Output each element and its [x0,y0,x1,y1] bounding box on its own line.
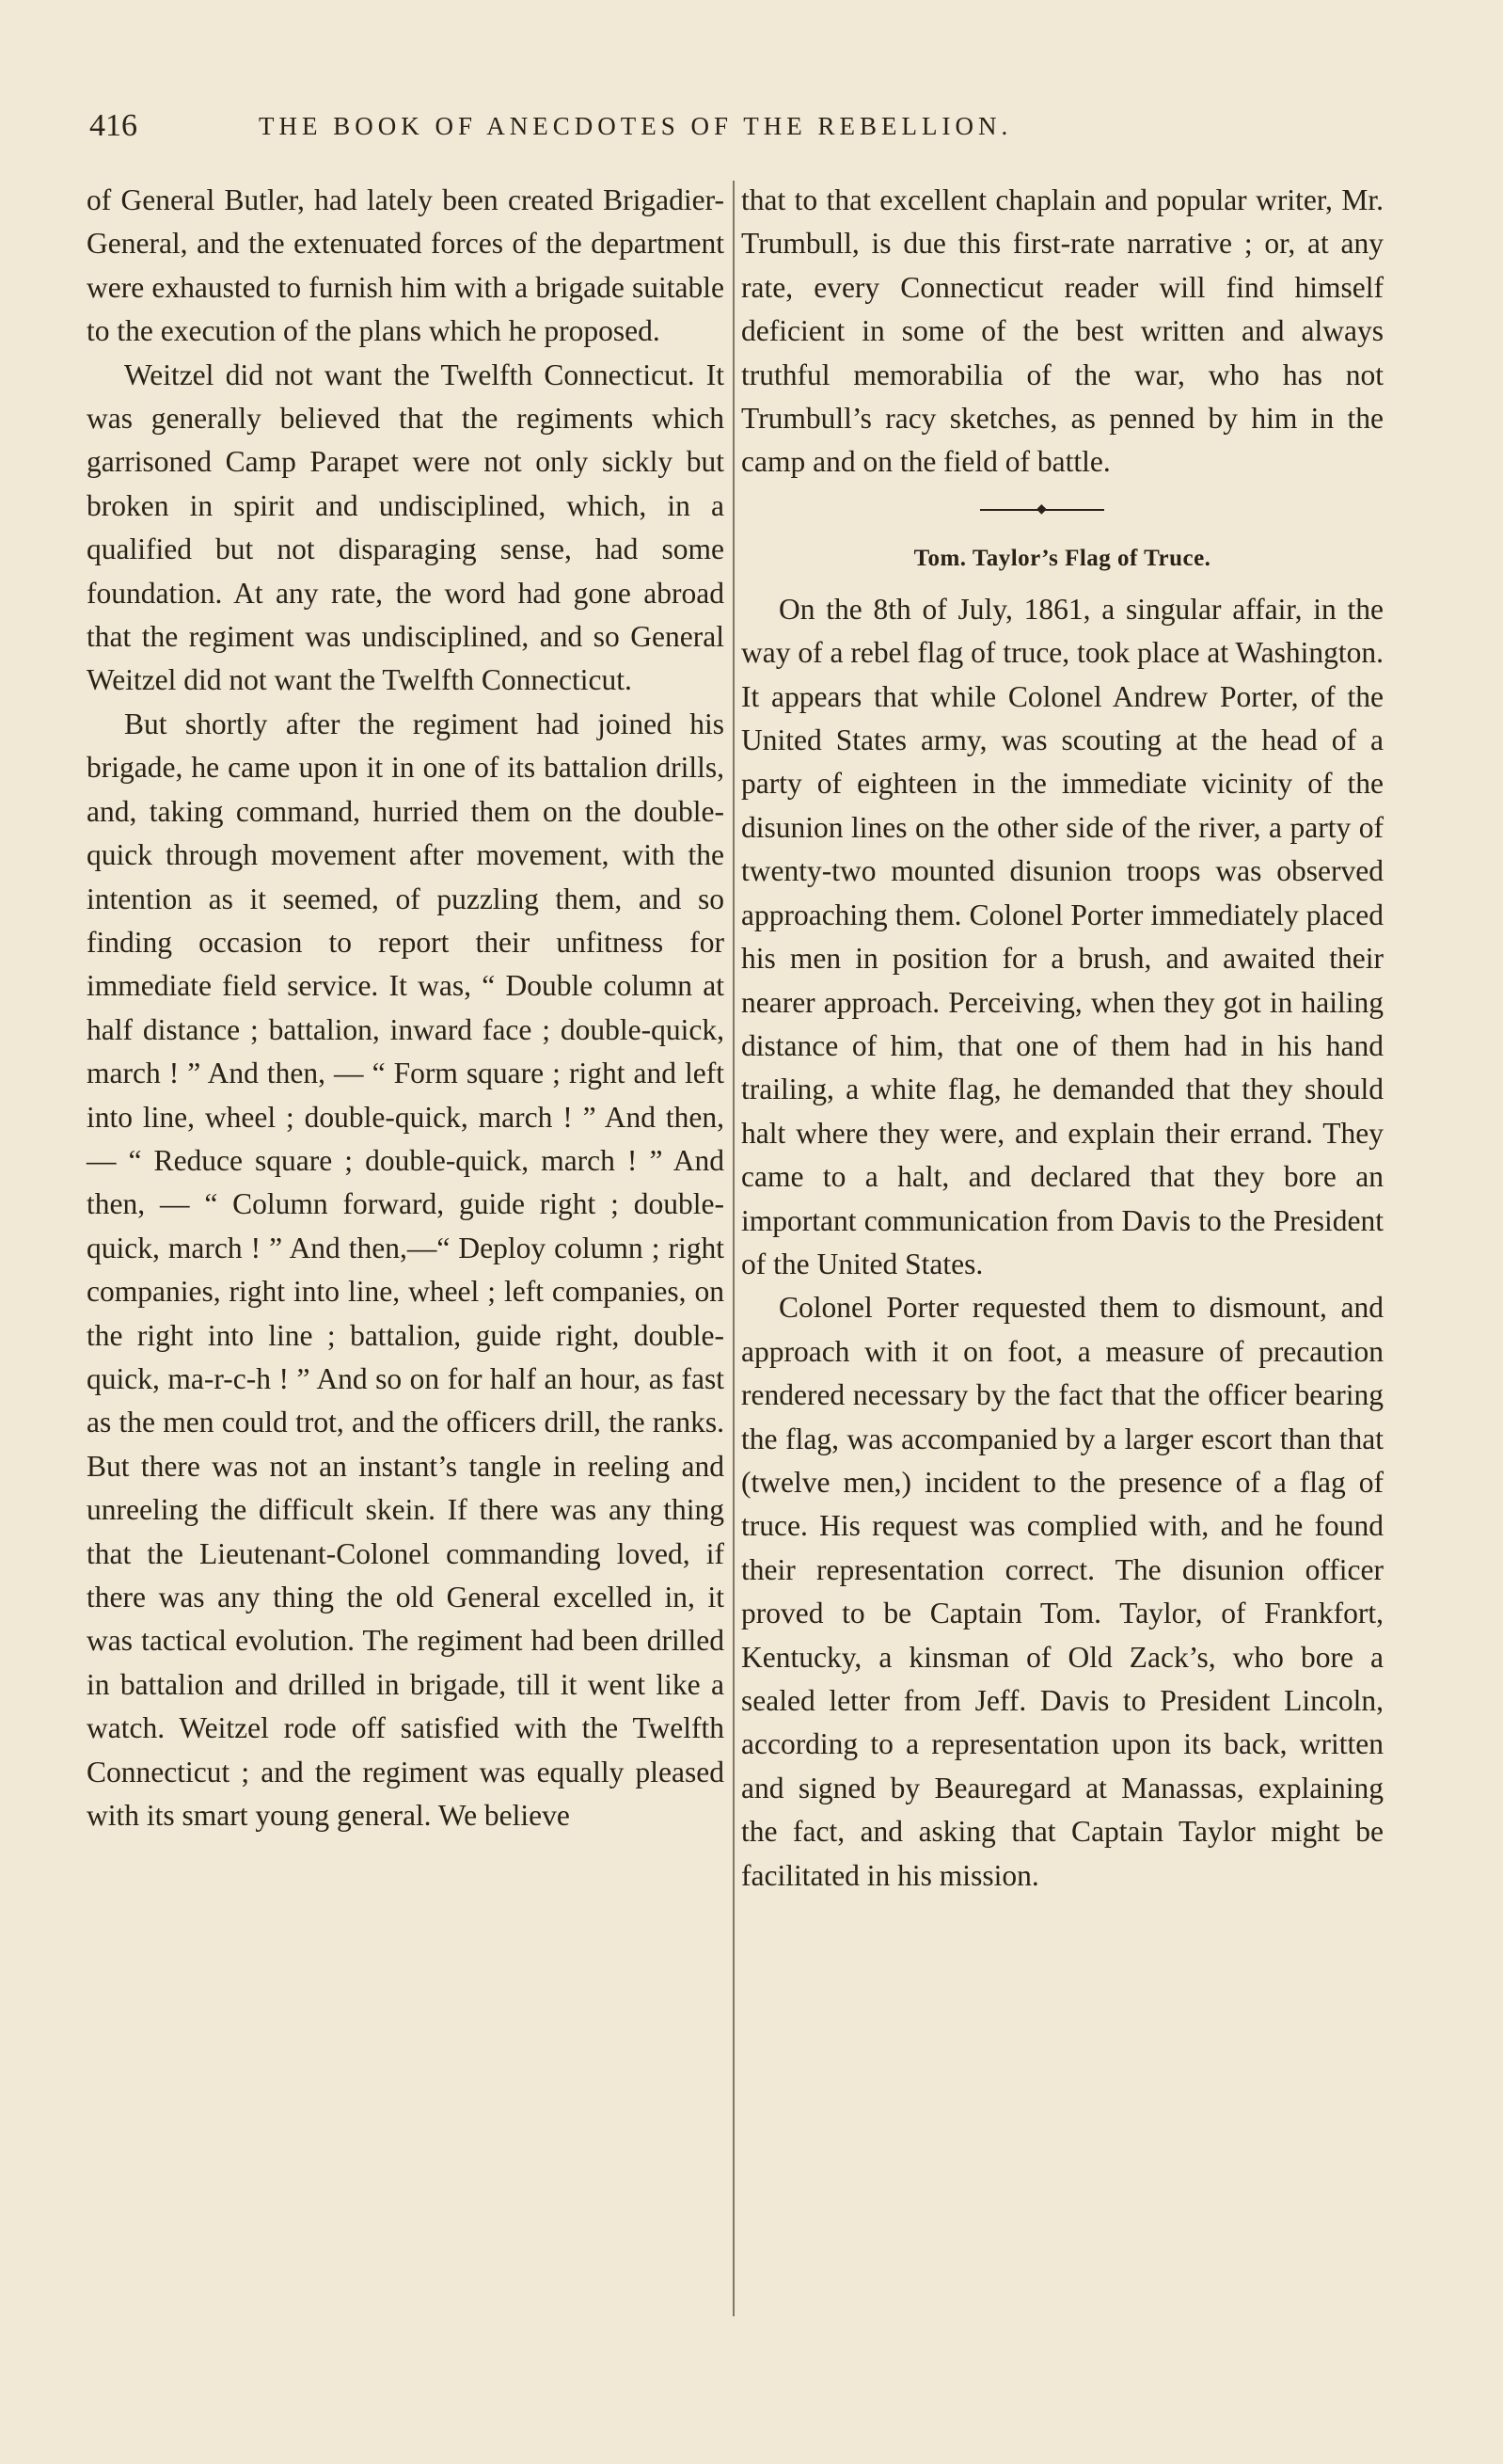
left-paragraph-3: But shortly after the regiment had joined his brigade, he came upon it in one of its battalion drills, and, taking command, hurried them on the double-quick through movement after movement, with the intention as it seemed, of puzzling them, and so finding occasion to report their unfitness for immediate field service. It was, “ Double column at half distance ; battalion, inward face ; double-quick, march ! ” And then, — “ Form square ; right and left into line, wheel ; double-quick, march ! ” And then, — “ Reduce square ; double-quick, march ! ” And then, — “ Column forward, guide right ; double-quick, march ! ” And then,—“ Deploy column ; right companies, right into line, wheel ; left companies, on the right into line ; battalion, guide right, double-quick, ma-r-c-h ! ” And so on for half an hour, as fast as the men could trot, and the officers drill, the ranks. But there was not an instant’s tangle in reeling and unreeling the difficult skein. If there was any thing that the Lieutenant-Colonel commanding loved, if there was any thing the old General excelled in, it was tactical evolution. The regiment had been drilled in battalion and drilled in brigade, till it went like a watch. Weitzel rode off satisfied with the Twelfth Connecticut ; and the regiment was equally pleased with its smart young general. We believe [87,707,724,1833]
left-column [87,179,724,1837]
section-title: Tom. Taylor’s Flag of Truce. [913,545,1211,571]
section-divider-ornament [741,488,1384,532]
page-number: 416 [89,108,137,143]
running-title: THE BOOK OF ANECDOTES OF THE REBELLION. [259,112,1013,140]
right-continuation-paragraph: that to that excellent chaplain and popular writer, Mr. Trumbull, is due this first-rate narrative ; or, at any rate, every Connecticut reader will find himself deficient in some of the best written and always truthful memorabilia of the war, who has not Trumbull’s racy sketches, as penned by him in the camp and on the field of battle. [741,183,1384,479]
right-paragraph-2: Colonel Porter requested them to dismount, and approach with it on foot, a measure of precaution rendered necessary by the fact that the officer bearing the flag, was accompanied by a larger escort than that (twelve men,) incident to the presence of a flag of truce. His request was complied with, and he found their representation correct. The disunion officer proved to be Captain Tom. Taylor, of Frankfort, Kentucky, a kinsman of Old Zack’s, who bore a sealed letter from Jeff. Davis to President Lincoln, according to a representation upon its back, written and signed by Beauregard at Manassas, explaining the fact, and asking that Captain Taylor might be facilitated in his mission. [741,1291,1384,1892]
right-paragraph-1: On the 8th of July, 1861, a singular affair, in the way of a rebel flag of truce, took place at Washington. It appears that while Colonel Andrew Porter, of the United States army, was scouting at the head of a party of eighteen in the immediate vicinity of the disunion lines on the other side of the river, a party of twenty-two mounted disunion troops was observed approaching them. Colonel Porter immediately placed his men in position for a brush, and awaited their nearer approach. Perceiving, when they got in hailing distance of him, that one of them had in his hand trailing, a white flag, he demanded that they should halt where they were, and explain their errand. They came to a halt, and declared that they bore an important communication from Davis to the President of the United States. [741,592,1384,1280]
right-column [741,179,1384,1898]
ornament-diamond-icon: ◆ [1036,501,1047,517]
left-paragraph-2: Weitzel did not want the Twelfth Connecticut. It was generally believed that the regiments which garrisoned Camp Parapet were not only sickly but broken in spirit and undisciplined, which, in a qualified but not disparaging sense, had some foundation. At any rate, the word had gone abroad that the regiment was undisciplined, and so General Weitzel did not want the Twelfth Connecticut. [87,358,724,697]
column-divider [733,181,735,2316]
page-header [89,105,1387,147]
left-paragraph-1: of General Butler, had lately been created Brigadier-General, and the extenuated forces of the department were exhausted to furnish him with a brigade suitable to the execution of the plans which he proposed. [87,183,724,348]
